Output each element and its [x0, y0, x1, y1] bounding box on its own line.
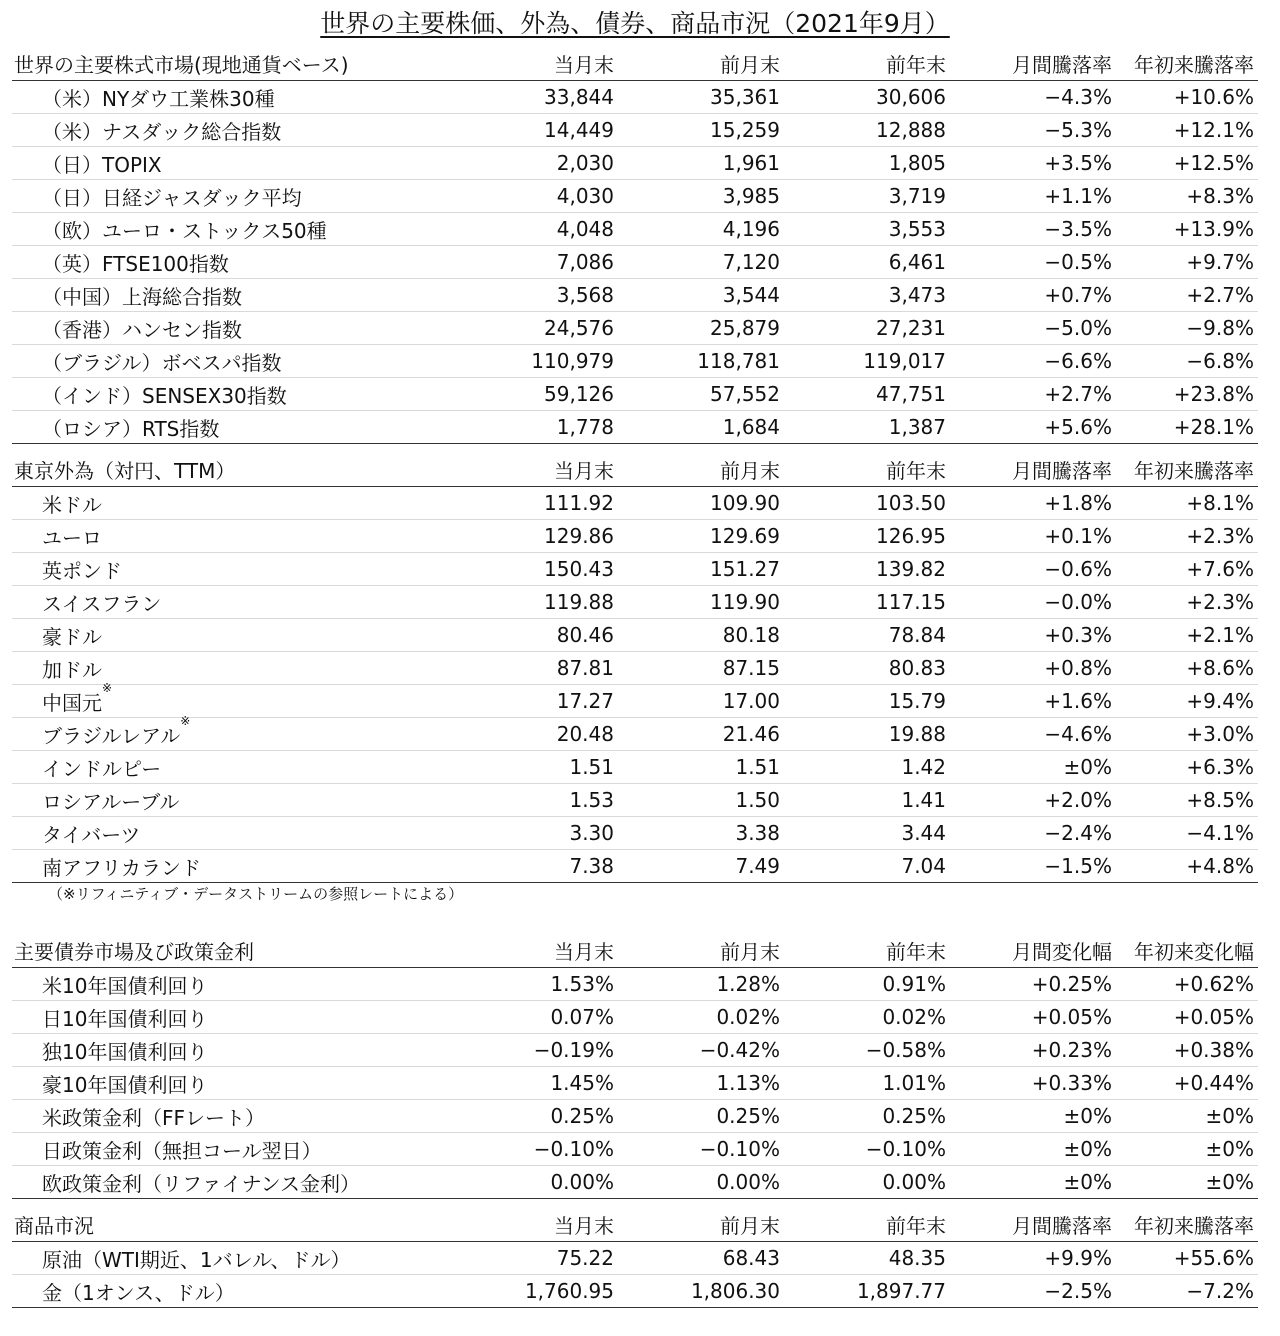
row-label-text: 米ドル — [42, 492, 102, 517]
table-row — [12, 1133, 1258, 1166]
table-cell: 1.41 — [784, 784, 950, 817]
table-cell: −0.19% — [458, 1034, 618, 1067]
row-label-text: （ロシア）RTS指数 — [42, 416, 220, 441]
row-label — [12, 246, 458, 279]
report-title — [12, 0, 1258, 48]
table-cell: −3.5% — [950, 213, 1116, 246]
row-label — [12, 81, 458, 114]
table-cell: −0.58% — [784, 1034, 950, 1067]
table-cell: 1.28% — [618, 968, 784, 1001]
row-label-text: 米10年国債利回り — [42, 973, 208, 998]
column-header: 月間騰落率 — [950, 454, 1116, 487]
row-label — [12, 147, 458, 180]
table-cell: −0.10% — [458, 1133, 618, 1166]
table-cell: 4,030 — [458, 180, 618, 213]
row-label-text: （日）TOPIX — [42, 152, 162, 177]
row-label-text: 欧政策金利（リファイナンス金利） — [42, 1171, 360, 1196]
table-cell: −9.8% — [1116, 312, 1258, 345]
table-header-row — [12, 935, 1258, 968]
table-cell: ±0% — [950, 1100, 1116, 1133]
table-cell: 80.18 — [618, 619, 784, 652]
table-cell: 17.27 — [458, 685, 618, 718]
table-row — [12, 378, 1258, 411]
table-cell: +7.6% — [1116, 553, 1258, 586]
table-cell: 3,985 — [618, 180, 784, 213]
table-cell: +9.9% — [950, 1242, 1116, 1275]
table-cell: 150.43 — [458, 553, 618, 586]
table-cell: 151.27 — [618, 553, 784, 586]
row-label-text: ブラジルレアル — [42, 723, 181, 748]
table-cell: 27,231 — [784, 312, 950, 345]
table-cell: 59,126 — [458, 378, 618, 411]
row-label-text: （欧）ユーロ・ストックス50種 — [42, 218, 327, 243]
table-cell: 1,806.30 — [618, 1275, 784, 1308]
table-cell: ±0% — [1116, 1100, 1258, 1133]
row-label — [12, 345, 458, 378]
table-cell: ±0% — [1116, 1166, 1258, 1199]
table-cell: +0.1% — [950, 520, 1116, 553]
row-label-text: 金（1オンス、ドル） — [42, 1280, 235, 1305]
row-label-text: タイバーツ — [42, 822, 141, 847]
table-cell: −4.1% — [1116, 817, 1258, 850]
table-row — [12, 1034, 1258, 1067]
row-label — [12, 411, 458, 444]
table-cell: +1.1% — [950, 180, 1116, 213]
table-cell: +2.3% — [1116, 520, 1258, 553]
table-cell: +6.3% — [1116, 751, 1258, 784]
table-cell: 7.49 — [618, 850, 784, 883]
table-row — [12, 850, 1258, 883]
row-label — [12, 553, 458, 586]
table-cell: +3.5% — [950, 147, 1116, 180]
table-cell: −0.42% — [618, 1034, 784, 1067]
section-title: 主要債券市場及び政策金利 — [12, 935, 458, 968]
table-cell: 0.02% — [784, 1001, 950, 1034]
table-cell: ±0% — [1116, 1133, 1258, 1166]
table-row — [12, 279, 1258, 312]
table-cell: 1.01% — [784, 1067, 950, 1100]
row-label-text: （インド）SENSEX30指数 — [42, 383, 287, 408]
row-label-text: 日政策金利（無担コール翌日） — [42, 1138, 322, 1163]
table-cell: 1,684 — [618, 411, 784, 444]
table-cell: −4.3% — [950, 81, 1116, 114]
table-cell: +0.62% — [1116, 968, 1258, 1001]
column-header: 当月末 — [458, 935, 618, 968]
row-label-text: （英）FTSE100指数 — [42, 251, 229, 276]
section-title: 商品市況 — [12, 1209, 458, 1242]
footnote-mark: ※ — [180, 713, 191, 728]
table-cell: 30,606 — [784, 81, 950, 114]
table-cell: 110,979 — [458, 345, 618, 378]
table-header-row — [12, 1209, 1258, 1242]
table-cell: 33,844 — [458, 81, 618, 114]
table-row — [12, 751, 1258, 784]
table-cell: 3,544 — [618, 279, 784, 312]
row-label — [12, 1242, 458, 1275]
table-cell: +1.6% — [950, 685, 1116, 718]
column-header: 年初来騰落率 — [1116, 454, 1258, 487]
table-cell: 1.50 — [618, 784, 784, 817]
table-cell: 126.95 — [784, 520, 950, 553]
table-cell: +12.5% — [1116, 147, 1258, 180]
table-cell: 103.50 — [784, 487, 950, 520]
row-label — [12, 213, 458, 246]
table-cell: 111.92 — [458, 487, 618, 520]
bonds-rates-table — [12, 935, 1258, 1199]
table-cell: +9.7% — [1116, 246, 1258, 279]
table-cell: −2.4% — [950, 817, 1116, 850]
table-cell: 78.84 — [784, 619, 950, 652]
table-cell: −0.10% — [618, 1133, 784, 1166]
table-row — [12, 114, 1258, 147]
table-cell: −0.0% — [950, 586, 1116, 619]
table-cell: 0.00% — [458, 1166, 618, 1199]
table-row — [12, 1275, 1258, 1308]
table-cell: +1.8% — [950, 487, 1116, 520]
table-row — [12, 213, 1258, 246]
table-cell: −7.2% — [1116, 1275, 1258, 1308]
table-header-row — [12, 454, 1258, 487]
table-cell: 1.53 — [458, 784, 618, 817]
table-row — [12, 1166, 1258, 1199]
row-label-text: 独10年国債利回り — [42, 1039, 208, 1064]
table-row — [12, 652, 1258, 685]
row-label — [12, 487, 458, 520]
table-cell: 0.00% — [618, 1166, 784, 1199]
table-cell: 12,888 — [784, 114, 950, 147]
table-cell: 3.30 — [458, 817, 618, 850]
table-cell: 7,086 — [458, 246, 618, 279]
row-label-text: ロシアルーブル — [42, 789, 180, 814]
row-label — [12, 817, 458, 850]
row-label-text: （中国）上海総合指数 — [42, 284, 242, 309]
table-header-row — [12, 48, 1258, 81]
row-label — [12, 1166, 458, 1199]
column-header: 前月末 — [618, 935, 784, 968]
row-label-text: （香港）ハンセン指数 — [42, 317, 242, 342]
table-row — [12, 619, 1258, 652]
row-label — [12, 1001, 458, 1034]
table-cell: +28.1% — [1116, 411, 1258, 444]
table-cell: −0.5% — [950, 246, 1116, 279]
column-header: 当月末 — [458, 1209, 618, 1242]
table-cell: −2.5% — [950, 1275, 1116, 1308]
table-cell: +8.6% — [1116, 652, 1258, 685]
table-cell: +10.6% — [1116, 81, 1258, 114]
table-cell: 68.43 — [618, 1242, 784, 1275]
table-row — [12, 1001, 1258, 1034]
row-label-text: 加ドル — [42, 657, 102, 682]
column-header: 年初来騰落率 — [1116, 1209, 1258, 1242]
table-cell: +0.38% — [1116, 1034, 1258, 1067]
column-header: 前月末 — [618, 48, 784, 81]
column-header: 月間変化幅 — [950, 935, 1116, 968]
report-tables — [12, 48, 1258, 1308]
table-cell: +13.9% — [1116, 213, 1258, 246]
table-cell: −6.8% — [1116, 345, 1258, 378]
row-label-text: 日10年国債利回り — [42, 1006, 208, 1031]
table-cell: +0.7% — [950, 279, 1116, 312]
table-cell: 139.82 — [784, 553, 950, 586]
row-label-text: （ブラジル）ボベスパ指数 — [42, 350, 282, 375]
table-cell: 0.02% — [618, 1001, 784, 1034]
table-cell: +8.1% — [1116, 487, 1258, 520]
table-cell: −5.0% — [950, 312, 1116, 345]
table-cell: +8.5% — [1116, 784, 1258, 817]
table-row — [12, 968, 1258, 1001]
table-row — [12, 1242, 1258, 1275]
column-header: 前月末 — [618, 1209, 784, 1242]
table-cell: +12.1% — [1116, 114, 1258, 147]
column-header: 前年末 — [784, 454, 950, 487]
row-label-text: 米政策金利（FFレート） — [42, 1105, 266, 1130]
table-cell: 1.45% — [458, 1067, 618, 1100]
table-cell: 1.42 — [784, 751, 950, 784]
table-cell: 35,361 — [618, 81, 784, 114]
table-row — [12, 817, 1258, 850]
table-row — [12, 1067, 1258, 1100]
table-cell: 4,196 — [618, 213, 784, 246]
row-label-text: 原油（WTI期近、1バレル、ドル） — [42, 1247, 351, 1272]
table-row — [12, 411, 1258, 444]
table-cell: 3,719 — [784, 180, 950, 213]
table-cell: 6,461 — [784, 246, 950, 279]
table-cell: −5.3% — [950, 114, 1116, 147]
section-spacer — [12, 907, 1258, 935]
table-cell: 80.46 — [458, 619, 618, 652]
table-row — [12, 345, 1258, 378]
table-cell: 0.07% — [458, 1001, 618, 1034]
row-label — [12, 520, 458, 553]
column-header: 前年末 — [784, 48, 950, 81]
table-cell: 0.00% — [784, 1166, 950, 1199]
row-label-text: 南アフリカランド — [42, 855, 201, 880]
table-cell: 0.25% — [458, 1100, 618, 1133]
table-row — [12, 520, 1258, 553]
table-cell: 48.35 — [784, 1242, 950, 1275]
table-row — [12, 1100, 1258, 1133]
table-row — [12, 586, 1258, 619]
row-label — [12, 312, 458, 345]
table-cell: +2.1% — [1116, 619, 1258, 652]
table-cell: −0.10% — [784, 1133, 950, 1166]
section-title: 世界の主要株式市場(現地通貨ベース) — [12, 48, 458, 81]
table-cell: 3.44 — [784, 817, 950, 850]
table-row — [12, 718, 1258, 751]
commodities-table — [12, 1209, 1258, 1308]
table-cell: +23.8% — [1116, 378, 1258, 411]
table-cell: ±0% — [950, 751, 1116, 784]
row-label-text: 英ポンド — [42, 558, 122, 583]
table-cell: −1.5% — [950, 850, 1116, 883]
stock-markets-table — [12, 48, 1258, 444]
table-row — [12, 784, 1258, 817]
table-cell: 0.91% — [784, 968, 950, 1001]
table-cell: 87.15 — [618, 652, 784, 685]
table-cell: +2.7% — [1116, 279, 1258, 312]
table-cell: 3.38 — [618, 817, 784, 850]
table-cell: 3,473 — [784, 279, 950, 312]
table-cell: +2.3% — [1116, 586, 1258, 619]
row-label — [12, 114, 458, 147]
column-header: 月間騰落率 — [950, 1209, 1116, 1242]
table-cell: 1.51 — [618, 751, 784, 784]
footnote: （※リフィニティブ・データストリームの参照レートによる） — [48, 885, 464, 903]
row-label-text: （米）NYダウ工業株30種 — [42, 86, 275, 111]
table-row — [12, 81, 1258, 114]
table-cell: 129.69 — [618, 520, 784, 553]
column-header: 月間騰落率 — [950, 48, 1116, 81]
table-cell: 118,781 — [618, 345, 784, 378]
row-label — [12, 279, 458, 312]
column-header: 当月末 — [458, 454, 618, 487]
table-cell: 15,259 — [618, 114, 784, 147]
row-label-text: 豪ドル — [42, 624, 102, 649]
table-cell: 57,552 — [618, 378, 784, 411]
row-label-text: インドルピー — [42, 756, 162, 781]
table-row — [12, 553, 1258, 586]
section-title: 東京外為（対円、TTM） — [12, 454, 458, 487]
table-row — [12, 487, 1258, 520]
table-cell: −0.6% — [950, 553, 1116, 586]
table-cell: +8.3% — [1116, 180, 1258, 213]
table-cell: 119.90 — [618, 586, 784, 619]
row-label — [12, 378, 458, 411]
table-row — [12, 246, 1258, 279]
table-cell: ±0% — [950, 1166, 1116, 1199]
table-row — [12, 685, 1258, 718]
column-header: 前年末 — [784, 935, 950, 968]
row-label-text: 豪10年国債利回り — [42, 1072, 208, 1097]
table-cell: 1.13% — [618, 1067, 784, 1100]
table-cell: +0.8% — [950, 652, 1116, 685]
table-cell: −6.6% — [950, 345, 1116, 378]
table-cell: +0.44% — [1116, 1067, 1258, 1100]
row-label-text: スイスフラン — [42, 591, 162, 616]
row-label — [12, 1067, 458, 1100]
table-cell: 129.86 — [458, 520, 618, 553]
table-cell: 1,760.95 — [458, 1275, 618, 1308]
table-cell: 7,120 — [618, 246, 784, 279]
row-label — [12, 1100, 458, 1133]
table-cell: 14,449 — [458, 114, 618, 147]
table-cell: 25,879 — [618, 312, 784, 345]
table-cell: 119,017 — [784, 345, 950, 378]
row-label — [12, 1133, 458, 1166]
table-cell: +0.25% — [950, 968, 1116, 1001]
table-cell: 109.90 — [618, 487, 784, 520]
table-cell: 119.88 — [458, 586, 618, 619]
column-header: 年初来変化幅 — [1116, 935, 1258, 968]
table-cell: 1,897.77 — [784, 1275, 950, 1308]
table-cell: +5.6% — [950, 411, 1116, 444]
market-report — [12, 0, 1258, 1308]
table-cell: +0.05% — [1116, 1001, 1258, 1034]
row-label-text: ユーロ — [42, 525, 102, 550]
section-spacer — [12, 1199, 1258, 1209]
report-title-text: 世界の主要株価、外為、債券、商品市況（2021年9月） — [320, 9, 950, 38]
section-spacer — [12, 444, 1258, 454]
table-cell: 3,553 — [784, 213, 950, 246]
row-label-text: （米）ナスダック総合指数 — [42, 119, 282, 144]
table-cell: +0.23% — [950, 1034, 1116, 1067]
table-cell: +4.8% — [1116, 850, 1258, 883]
table-cell: 17.00 — [618, 685, 784, 718]
table-row — [12, 180, 1258, 213]
table-cell: 7.04 — [784, 850, 950, 883]
table-cell: 20.48 — [458, 718, 618, 751]
table-cell: 19.88 — [784, 718, 950, 751]
row-label — [12, 180, 458, 213]
column-header: 当月末 — [458, 48, 618, 81]
row-label — [12, 713, 458, 751]
row-label — [12, 1034, 458, 1067]
table-cell: 7.38 — [458, 850, 618, 883]
table-cell: 1,778 — [458, 411, 618, 444]
table-cell: 75.22 — [458, 1242, 618, 1275]
table-cell: 0.25% — [784, 1100, 950, 1133]
row-label — [12, 619, 458, 652]
table-cell: +55.6% — [1116, 1242, 1258, 1275]
row-label — [12, 586, 458, 619]
table-cell: 1,387 — [784, 411, 950, 444]
table-cell: 117.15 — [784, 586, 950, 619]
table-cell: 1.51 — [458, 751, 618, 784]
table-cell: +2.7% — [950, 378, 1116, 411]
row-label-text: 中国元 — [42, 690, 102, 715]
table-cell: ±0% — [950, 1133, 1116, 1166]
footnote-mark: ※ — [102, 680, 113, 695]
table-cell: 1,961 — [618, 147, 784, 180]
row-label-text: （日）日経ジャスダック平均 — [42, 185, 302, 210]
table-cell: 4,048 — [458, 213, 618, 246]
table-cell: 3,568 — [458, 279, 618, 312]
table-cell: 21.46 — [618, 718, 784, 751]
table-cell: +9.4% — [1116, 685, 1258, 718]
table-cell: +3.0% — [1116, 718, 1258, 751]
row-label — [12, 1275, 458, 1308]
column-header: 前月末 — [618, 454, 784, 487]
table-cell: 24,576 — [458, 312, 618, 345]
row-label — [12, 751, 458, 784]
table-cell: 1.53% — [458, 968, 618, 1001]
forex-table — [12, 454, 1258, 883]
column-header: 前年末 — [784, 1209, 950, 1242]
table-cell: 47,751 — [784, 378, 950, 411]
table-cell: +0.33% — [950, 1067, 1116, 1100]
table-cell: 2,030 — [458, 147, 618, 180]
row-label — [12, 680, 458, 718]
table-cell: 87.81 — [458, 652, 618, 685]
table-cell: 1,805 — [784, 147, 950, 180]
column-header: 年初来騰落率 — [1116, 48, 1258, 81]
table-cell: +2.0% — [950, 784, 1116, 817]
table-row — [12, 147, 1258, 180]
row-label — [12, 784, 458, 817]
table-cell: 15.79 — [784, 685, 950, 718]
table-cell: 80.83 — [784, 652, 950, 685]
table-cell: +0.3% — [950, 619, 1116, 652]
table-cell: +0.05% — [950, 1001, 1116, 1034]
table-row — [12, 312, 1258, 345]
row-label — [12, 968, 458, 1001]
row-label — [12, 652, 458, 685]
table-cell: −4.6% — [950, 718, 1116, 751]
table-cell: 0.25% — [618, 1100, 784, 1133]
row-label — [12, 850, 458, 883]
